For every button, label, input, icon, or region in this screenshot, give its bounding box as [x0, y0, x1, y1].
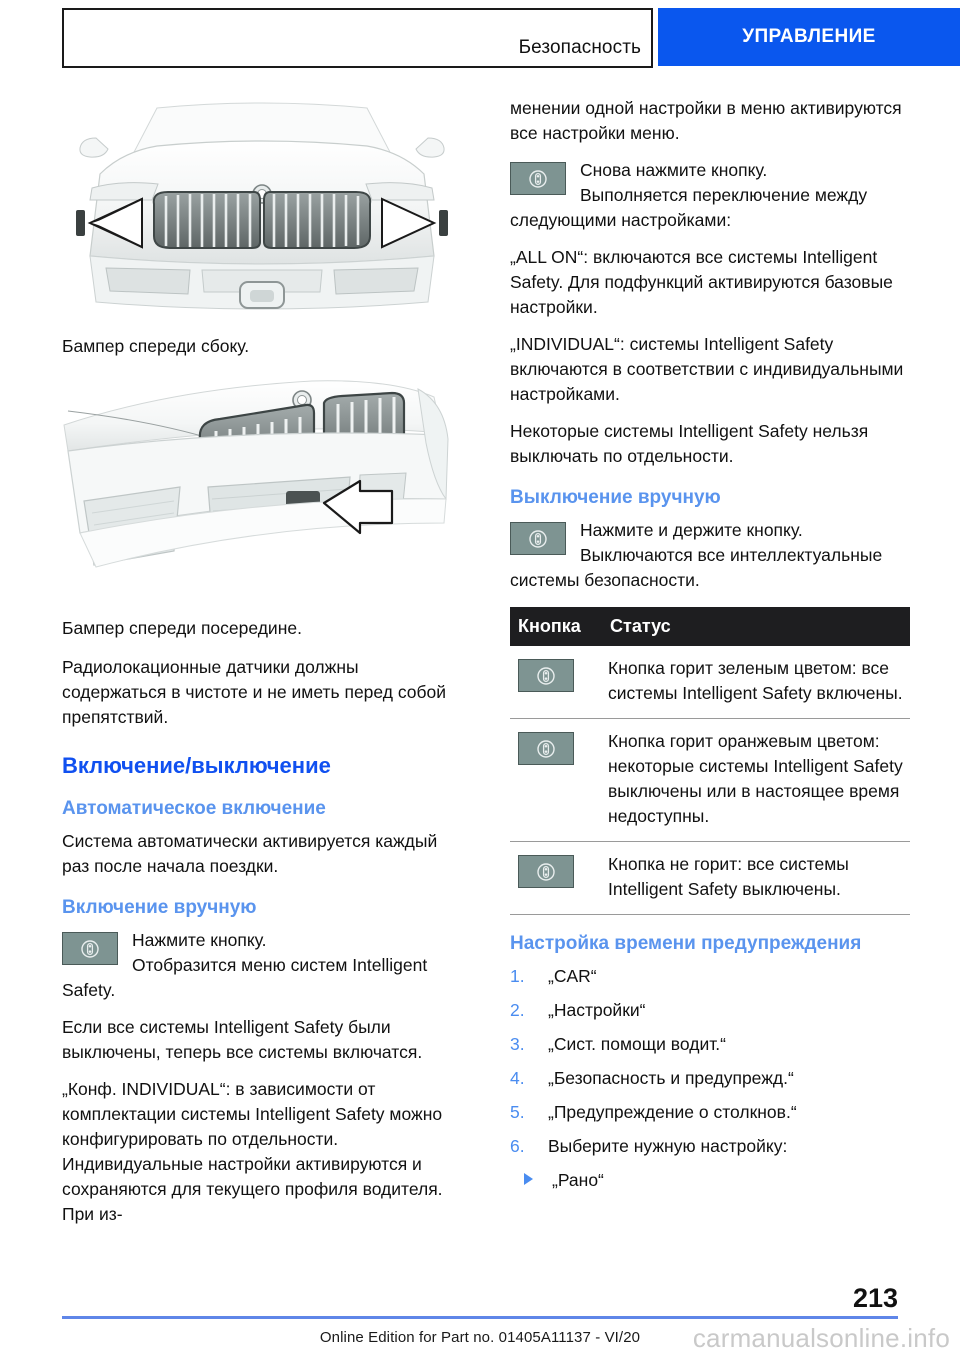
right-column — [510, 96, 910, 1193]
step-number: 2. — [510, 1000, 525, 1020]
some-systems-paragraph: Некоторые системы Intelligent Safety нельзя выключать по отдельности. — [510, 421, 869, 466]
continued-paragraph: менении одной настройки в меню активируются все настройки меню. — [510, 98, 902, 143]
car-front-view-illustration — [62, 96, 462, 326]
intelligent-safety-glyph — [536, 739, 556, 759]
instruction-hold-line2: Выключаются все интеллектуальные системы безопасности. — [510, 545, 883, 590]
menu-path-steps — [510, 964, 910, 1159]
table-cell-status: Кнопка горит оранжевым цветом: некоторые системы Intelligent Safety выключены или в настоящее время недоступны. — [602, 719, 910, 842]
instruction-press-again-line1: Снова нажмите кнопку. — [580, 160, 768, 180]
step-text: „Предупреждение о столкнов.“ — [548, 1102, 797, 1122]
list-item — [510, 964, 910, 989]
table-header-button: Кнопка — [510, 607, 602, 646]
header-section-box — [658, 8, 960, 66]
header-chapter-label: Безопасность — [518, 37, 641, 58]
table-row — [510, 842, 910, 915]
all-systems-off-paragraph: Если все системы Intelligent Safety были выключены, теперь все системы включатся. — [62, 1017, 423, 1062]
step-number: 1. — [510, 966, 525, 986]
figure1-caption: Бампер спереди сбоку. — [62, 336, 250, 356]
button-status-table — [510, 607, 910, 915]
individual-config-paragraph: „Конф. INDIVIDUAL“: в зависимости от комплектации системы Intelligent Safety можно конфигурировать по отдельности. Индивидуальные настройки активируются и сохраняются для текущего профиля водителя. При из- — [62, 1079, 443, 1224]
triangle-bullet-icon — [524, 1173, 533, 1185]
list-item — [510, 1066, 910, 1091]
instruction-hold-line1: Нажмите и держите кнопку. — [580, 520, 803, 540]
step-text: „Настройки“ — [548, 1000, 646, 1020]
list-item — [510, 1168, 910, 1193]
step-text: „Безопасность и предупрежд.“ — [548, 1068, 794, 1088]
instruction-press-line1: Нажмите кнопку. — [132, 930, 267, 950]
table-cell-icon — [510, 719, 602, 842]
intelligent-safety-button-icon — [510, 522, 566, 555]
automatic-activation-paragraph: Система автоматически активируется каждый раз после начала поездки. — [62, 831, 438, 876]
subheading-manual-activation: Включение вручную — [62, 897, 257, 918]
subheading-automatic-activation: Автоматическое включение — [62, 798, 326, 819]
subheading-manual-deactivation: Выключение вручную — [510, 487, 721, 508]
heading-on-off: Включение/выключение — [62, 753, 331, 778]
step-number: 3. — [510, 1034, 525, 1054]
list-item — [510, 1100, 910, 1125]
instruction-press-again-line2: Выполняется переключение между следующими настройками: — [510, 185, 868, 230]
substep-text: „Рано“ — [552, 1170, 604, 1190]
table-cell-icon — [510, 646, 602, 719]
table-cell-status: Кнопка горит зеленым цветом: все системы Intelligent Safety включены. — [602, 646, 910, 719]
menu-substep-list — [510, 1168, 910, 1193]
instruction-press-button — [62, 928, 462, 1003]
list-item — [510, 1032, 910, 1057]
intelligent-safety-button-icon — [518, 732, 574, 765]
footer-divider — [62, 1316, 898, 1319]
intelligent-safety-button-icon — [510, 162, 566, 195]
instruction-hold-button — [510, 518, 910, 593]
intelligent-safety-glyph — [80, 939, 100, 959]
figure-front-bumper-middle — [62, 373, 462, 608]
individual-paragraph: „INDIVIDUAL“: системы Intelligent Safety включаются в соответствии с индивидуальными настройками. — [510, 334, 904, 404]
header-chapter-box — [62, 8, 653, 68]
step-text: „CAR“ — [548, 966, 597, 986]
figure-front-bumper-side — [62, 96, 462, 326]
footer-edition-text: Online Edition for Part no. 01405A11137 - VI/20 — [319, 1329, 641, 1346]
list-item — [510, 998, 910, 1023]
step-number: 5. — [510, 1102, 525, 1122]
header-section-label: УПРАВЛЕНИЕ — [742, 26, 876, 47]
intelligent-safety-button-icon — [518, 855, 574, 888]
figure2-caption: Бампер спереди посередине. — [62, 618, 302, 638]
table-cell-status: Кнопка не горит: все системы Intelligent Safety выключены. — [602, 842, 910, 915]
step-number: 6. — [510, 1136, 525, 1156]
intelligent-safety-glyph — [536, 862, 556, 882]
step-text: Выберите нужную настройку: — [548, 1136, 788, 1156]
instruction-press-line2: Отобразится меню систем Intelligent Safety. — [62, 955, 428, 1000]
left-column — [62, 96, 462, 1239]
page-header — [0, 8, 960, 70]
step-number: 4. — [510, 1068, 525, 1088]
step-text: „Сист. помощи водит.“ — [548, 1034, 726, 1054]
intelligent-safety-glyph — [536, 666, 556, 686]
page-number: 213 — [852, 1283, 898, 1313]
page-footer — [0, 1283, 960, 1362]
table-row — [510, 646, 910, 719]
table-row — [510, 719, 910, 842]
bumper-closeup-illustration — [62, 373, 462, 608]
list-item — [510, 1134, 910, 1159]
table-header-row — [510, 607, 910, 646]
subheading-warning-time-setting: Настройка времени предупреждения — [510, 933, 862, 954]
intelligent-safety-glyph — [528, 169, 548, 189]
instruction-press-again — [510, 158, 910, 233]
table-header-status: Статус — [602, 607, 910, 646]
table-cell-icon — [510, 842, 602, 915]
intelligent-safety-button-icon — [62, 932, 118, 965]
intelligent-safety-button-icon — [518, 659, 574, 692]
all-on-paragraph: „ALL ON“: включаются все системы Intelligent Safety. Для подфункций активируются базовые настройки. — [510, 247, 893, 317]
site-watermark: carmanualsonline.info — [692, 1323, 950, 1353]
radar-clean-paragraph: Радиолокационные датчики должны содержаться в чистоте и не иметь перед собой препятствий. — [62, 657, 447, 727]
intelligent-safety-glyph — [528, 529, 548, 549]
